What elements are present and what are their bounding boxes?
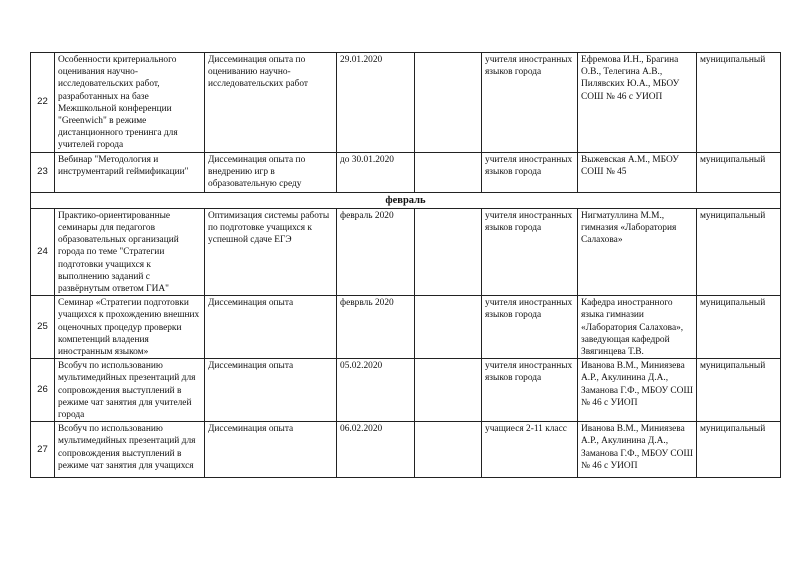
- event-level: муниципальный: [697, 296, 781, 359]
- empty-cell: [415, 208, 482, 295]
- event-goal: Диссеминация опыта по внедрению игр в образовательную среду: [205, 152, 337, 192]
- event-audience: учителя иностранных языков города: [482, 152, 578, 192]
- event-name: Практико-ориентированные семинары для педагогов образовательных организаций города по теме "Стратегии подготовки учащихся к выполнению заданий с развёрнутым ответом ГИА": [55, 208, 205, 295]
- event-goal: Диссеминация опыта по оцениванию научно-исследовательских работ: [205, 53, 337, 153]
- event-level: муниципальный: [697, 208, 781, 295]
- event-level: муниципальный: [697, 53, 781, 153]
- event-name: Особенности критериального оценивания научно-исследовательских работ, разработанных на базе Межшкольной конференции "Greenwich" в режиме дистанционного тренинга для учителей города: [55, 53, 205, 153]
- empty-cell: [415, 296, 482, 359]
- event-responsible: Иванова В.М., Миниязева А.Р., Акулинина Д.А., Заманова Г.Ф., МБОУ СОШ № 46 с УИОП: [578, 422, 697, 478]
- event-date: феврвль 2020: [337, 296, 415, 359]
- event-date: 29.01.2020: [337, 53, 415, 153]
- row-number: 25: [31, 296, 55, 359]
- table-row: [31, 208, 781, 295]
- events-plan-table: [30, 52, 781, 478]
- table-row: [31, 152, 781, 192]
- table-row: [31, 296, 781, 359]
- event-goal: Диссеминация опыта: [205, 359, 337, 422]
- event-level: муниципальный: [697, 359, 781, 422]
- row-number: 26: [31, 359, 55, 422]
- month-header-row: [31, 192, 781, 208]
- event-responsible: Иванова В.М., Миниязева А.Р., Акулинина Д.А., Заманова Г.Ф., МБОУ СОШ № 46 с УИОП: [578, 359, 697, 422]
- event-level: муниципальный: [697, 152, 781, 192]
- event-date: 06.02.2020: [337, 422, 415, 478]
- table-row: [31, 359, 781, 422]
- empty-cell: [415, 152, 482, 192]
- row-number: 24: [31, 208, 55, 295]
- event-name: Всобуч по использованию мультимедийных презентаций для сопровождения выступлений в режиме чат занятия для учителей города: [55, 359, 205, 422]
- event-audience: учителя иностранных языков города: [482, 359, 578, 422]
- row-number: 23: [31, 152, 55, 192]
- event-goal: Диссеминация опыта: [205, 296, 337, 359]
- event-goal: Оптимизация системы работы по подготовке учащихся к успешной сдаче ЕГЭ: [205, 208, 337, 295]
- event-responsible: Ефремова И.Н., Брагина О.В., Телегина А.В., Пилявских Ю.А., МБОУ СОШ № 46 с УИОП: [578, 53, 697, 153]
- row-number: 27: [31, 422, 55, 478]
- event-name: Всобуч по использованию мультимедийных презентаций для сопровождения выступлений в режиме чат занятия для учащихся: [55, 422, 205, 478]
- empty-cell: [415, 422, 482, 478]
- event-goal: Диссеминация опыта: [205, 422, 337, 478]
- event-date: 05.02.2020: [337, 359, 415, 422]
- event-name: Семинар «Стратегии подготовки учащихся к прохождению внешних оценочных процедур проверки компетенций владения иностранным языком»: [55, 296, 205, 359]
- empty-cell: [415, 359, 482, 422]
- event-responsible: Кафедра иностранного языка гимназии «Лаборатория Салахова», заведующая кафедрой Звягинцева Т.В.: [578, 296, 697, 359]
- event-audience: учителя иностранных языков города: [482, 208, 578, 295]
- row-number: 22: [31, 53, 55, 153]
- event-responsible: Нигматуллина М.М., гимназия «Лаборатория Салахова»: [578, 208, 697, 295]
- event-responsible: Выжевская А.М., МБОУ СОШ № 45: [578, 152, 697, 192]
- table-row: [31, 53, 781, 153]
- event-name: Вебинар "Методология и инструментарий геймификации": [55, 152, 205, 192]
- event-audience: учащиеся 2-11 класс: [482, 422, 578, 478]
- table-row: [31, 422, 781, 478]
- event-date: до 30.01.2020: [337, 152, 415, 192]
- event-level: муниципальный: [697, 422, 781, 478]
- event-date: февраль 2020: [337, 208, 415, 295]
- event-audience: учителя иностранных языков города: [482, 296, 578, 359]
- empty-cell: [415, 53, 482, 153]
- event-audience: учителя иностранных языков города: [482, 53, 578, 153]
- month-header: февраль: [31, 192, 781, 208]
